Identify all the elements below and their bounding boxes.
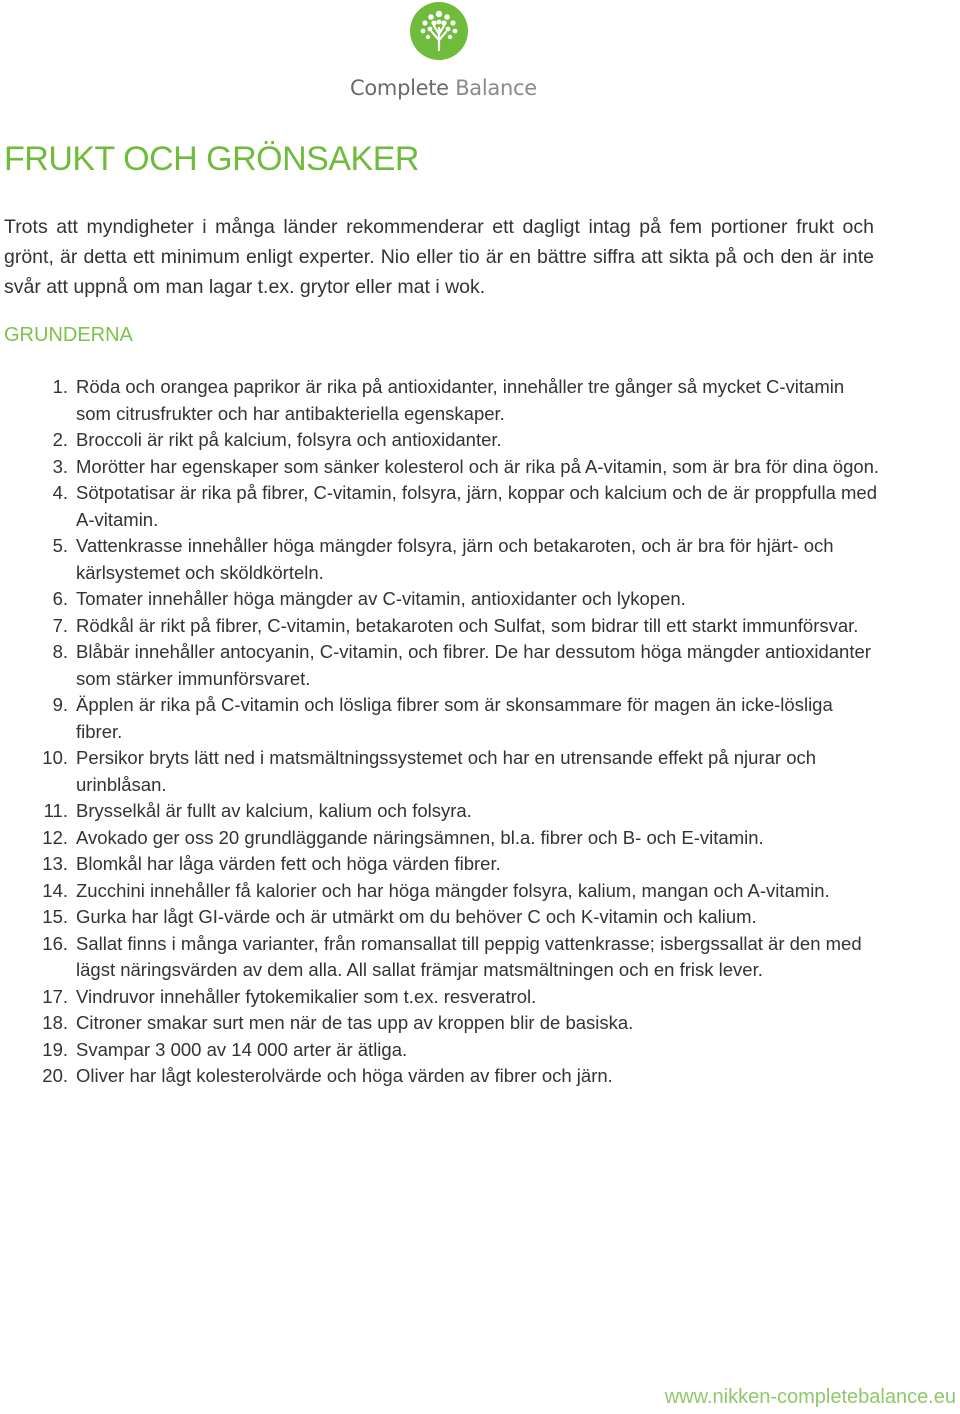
fact-item xyxy=(0,1063,880,1090)
brand-word-balance: Balance xyxy=(455,76,537,100)
fact-number: 15. xyxy=(42,906,68,927)
fact-item xyxy=(0,692,880,745)
fact-number: 9. xyxy=(52,694,68,715)
fact-number: 10. xyxy=(42,747,68,768)
fact-number: 6. xyxy=(52,588,68,609)
fact-number: 16. xyxy=(42,932,68,954)
fact-text: Sötpotatisar är rika på fibrer, C-vitamin, folsyra, järn, koppar och kalcium och de är proppfulla med A-vitamin. xyxy=(76,482,878,530)
fact-text: Persikor bryts lätt ned i matsmältningssystemet och har en utrensande effekt på njurar och urinblåsan. xyxy=(76,747,817,795)
fact-text: Vattenkrasse innehåller höga mängder folsyra, järn och betakaroten, och är bra för hjärt- och kärlsystemet och sköldkörteln. xyxy=(76,535,834,583)
tree-icon xyxy=(410,2,468,60)
fact-text: Avokado ger oss 20 grundläggande näringsämnen, bl.a. fibrer och B- och E-vitamin. xyxy=(76,826,764,848)
fact-text: Zucchini innehåller få kalorier och har höga mängder folsyra, kalium, mangan och A-vitamin. xyxy=(76,879,830,901)
fact-item xyxy=(0,931,880,984)
fact-text: Citroner smakar surt men när de tas upp av kroppen blir de basiska. xyxy=(76,1012,634,1033)
fact-text: Rödkål är rikt på fibrer, C-vitamin, betakaroten och Sulfat, som bidrar till ett starkt immunförsvar. xyxy=(76,614,859,636)
fact-item xyxy=(0,586,880,613)
fact-number: 4. xyxy=(52,482,68,503)
fact-text: Tomater innehåller höga mängder av C-vitamin, antioxidanter och lykopen. xyxy=(76,588,686,609)
fact-text: Blåbär innehåller antocyanin, C-vitamin, och fibrer. De har dessutom höga mängder antioxidanter som stärker immunförsvaret. xyxy=(76,641,871,689)
fact-number: 12. xyxy=(42,826,68,848)
brand-wordmark xyxy=(350,76,537,100)
fact-text: Oliver har lågt kolesterolvärde och höga värden av fibrer och järn. xyxy=(76,1065,613,1086)
fact-item xyxy=(0,454,880,481)
fact-number: 18. xyxy=(42,1012,68,1033)
fact-number: 2. xyxy=(52,429,68,450)
footer-url[interactable]: www.nikken-completebalance.eu xyxy=(664,1386,956,1408)
fact-text: Morötter har egenskaper som sänker kolesterol och är rika på A-vitamin, som är bra för dina ögon. xyxy=(76,455,880,477)
fact-item xyxy=(0,613,880,640)
fact-text: Äpplen är rika på C-vitamin och lösliga fibrer som är skonsammare för magen än icke-lösliga fibrer. xyxy=(76,694,833,742)
fact-text: Svampar 3 000 av 14 000 arter är ätliga. xyxy=(76,1038,408,1060)
fact-number: 3. xyxy=(52,455,68,477)
page-title: FRUKT OCH GRÖNSAKER xyxy=(4,140,419,178)
fact-item xyxy=(0,851,880,878)
brand-word-complete: Complete xyxy=(350,76,449,100)
fact-text: Broccoli är rikt på kalcium, folsyra och antioxidanter. xyxy=(76,429,502,450)
fact-text: Blomkål har låga värden fett och höga värden fibrer. xyxy=(76,853,501,874)
fact-number: 8. xyxy=(52,641,68,662)
fact-text: Sallat finns i många varianter, från romansallat till peppig vattenkrasse; isbergssallat är den med lägst näringsvärden av dem alla. All sallat främjar matsmältningen och en frisk lever. xyxy=(76,932,862,980)
fact-item xyxy=(0,427,880,454)
fact-item xyxy=(0,798,880,825)
brand-logo xyxy=(348,2,548,108)
fact-number: 20. xyxy=(42,1065,68,1086)
fact-item xyxy=(0,825,880,852)
fact-text: Vindruvor innehåller fytokemikalier som t.ex. resveratrol. xyxy=(76,985,537,1007)
fact-number: 14. xyxy=(42,879,68,901)
fact-number: 19. xyxy=(42,1038,68,1060)
facts-list xyxy=(0,374,880,1090)
fact-text: Gurka har lågt GI-värde och är utmärkt om du behöver C och K-vitamin och kalium. xyxy=(76,906,757,927)
fact-item xyxy=(0,639,880,692)
fact-item xyxy=(0,984,880,1011)
intro-paragraph: Trots att myndigheter i många länder rekommenderar ett dagligt intag på fem portioner frukt och grönt, är detta ett minimum enligt experter. Nio eller tio är en bättre siffra att sikta på och den är inte svår att uppnå om man lagar t.ex. grytor eller mat i wok. xyxy=(4,216,874,298)
fact-item xyxy=(0,1010,880,1037)
fact-item xyxy=(0,374,880,427)
fact-item xyxy=(0,878,880,905)
section-heading: GRUNDERNA xyxy=(4,324,133,346)
fact-number: 17. xyxy=(42,985,68,1007)
fact-item xyxy=(0,745,880,798)
fact-number: 7. xyxy=(52,614,68,636)
fact-item xyxy=(0,904,880,931)
fact-item xyxy=(0,533,880,586)
fact-number: 11. xyxy=(43,800,68,821)
fact-item xyxy=(0,480,880,533)
fact-number: 13. xyxy=(42,853,68,874)
fact-text: Brysselkål är fullt av kalcium, kalium och folsyra. xyxy=(76,800,472,821)
fact-item xyxy=(0,1037,880,1064)
fact-number: 5. xyxy=(52,535,68,556)
fact-number: 1. xyxy=(52,376,68,397)
fact-text: Röda och orangea paprikor är rika på antioxidanter, innehåller tre gånger så mycket C-vitamin som citrusfrukter och har antibakteriella egenskaper. xyxy=(76,376,845,424)
